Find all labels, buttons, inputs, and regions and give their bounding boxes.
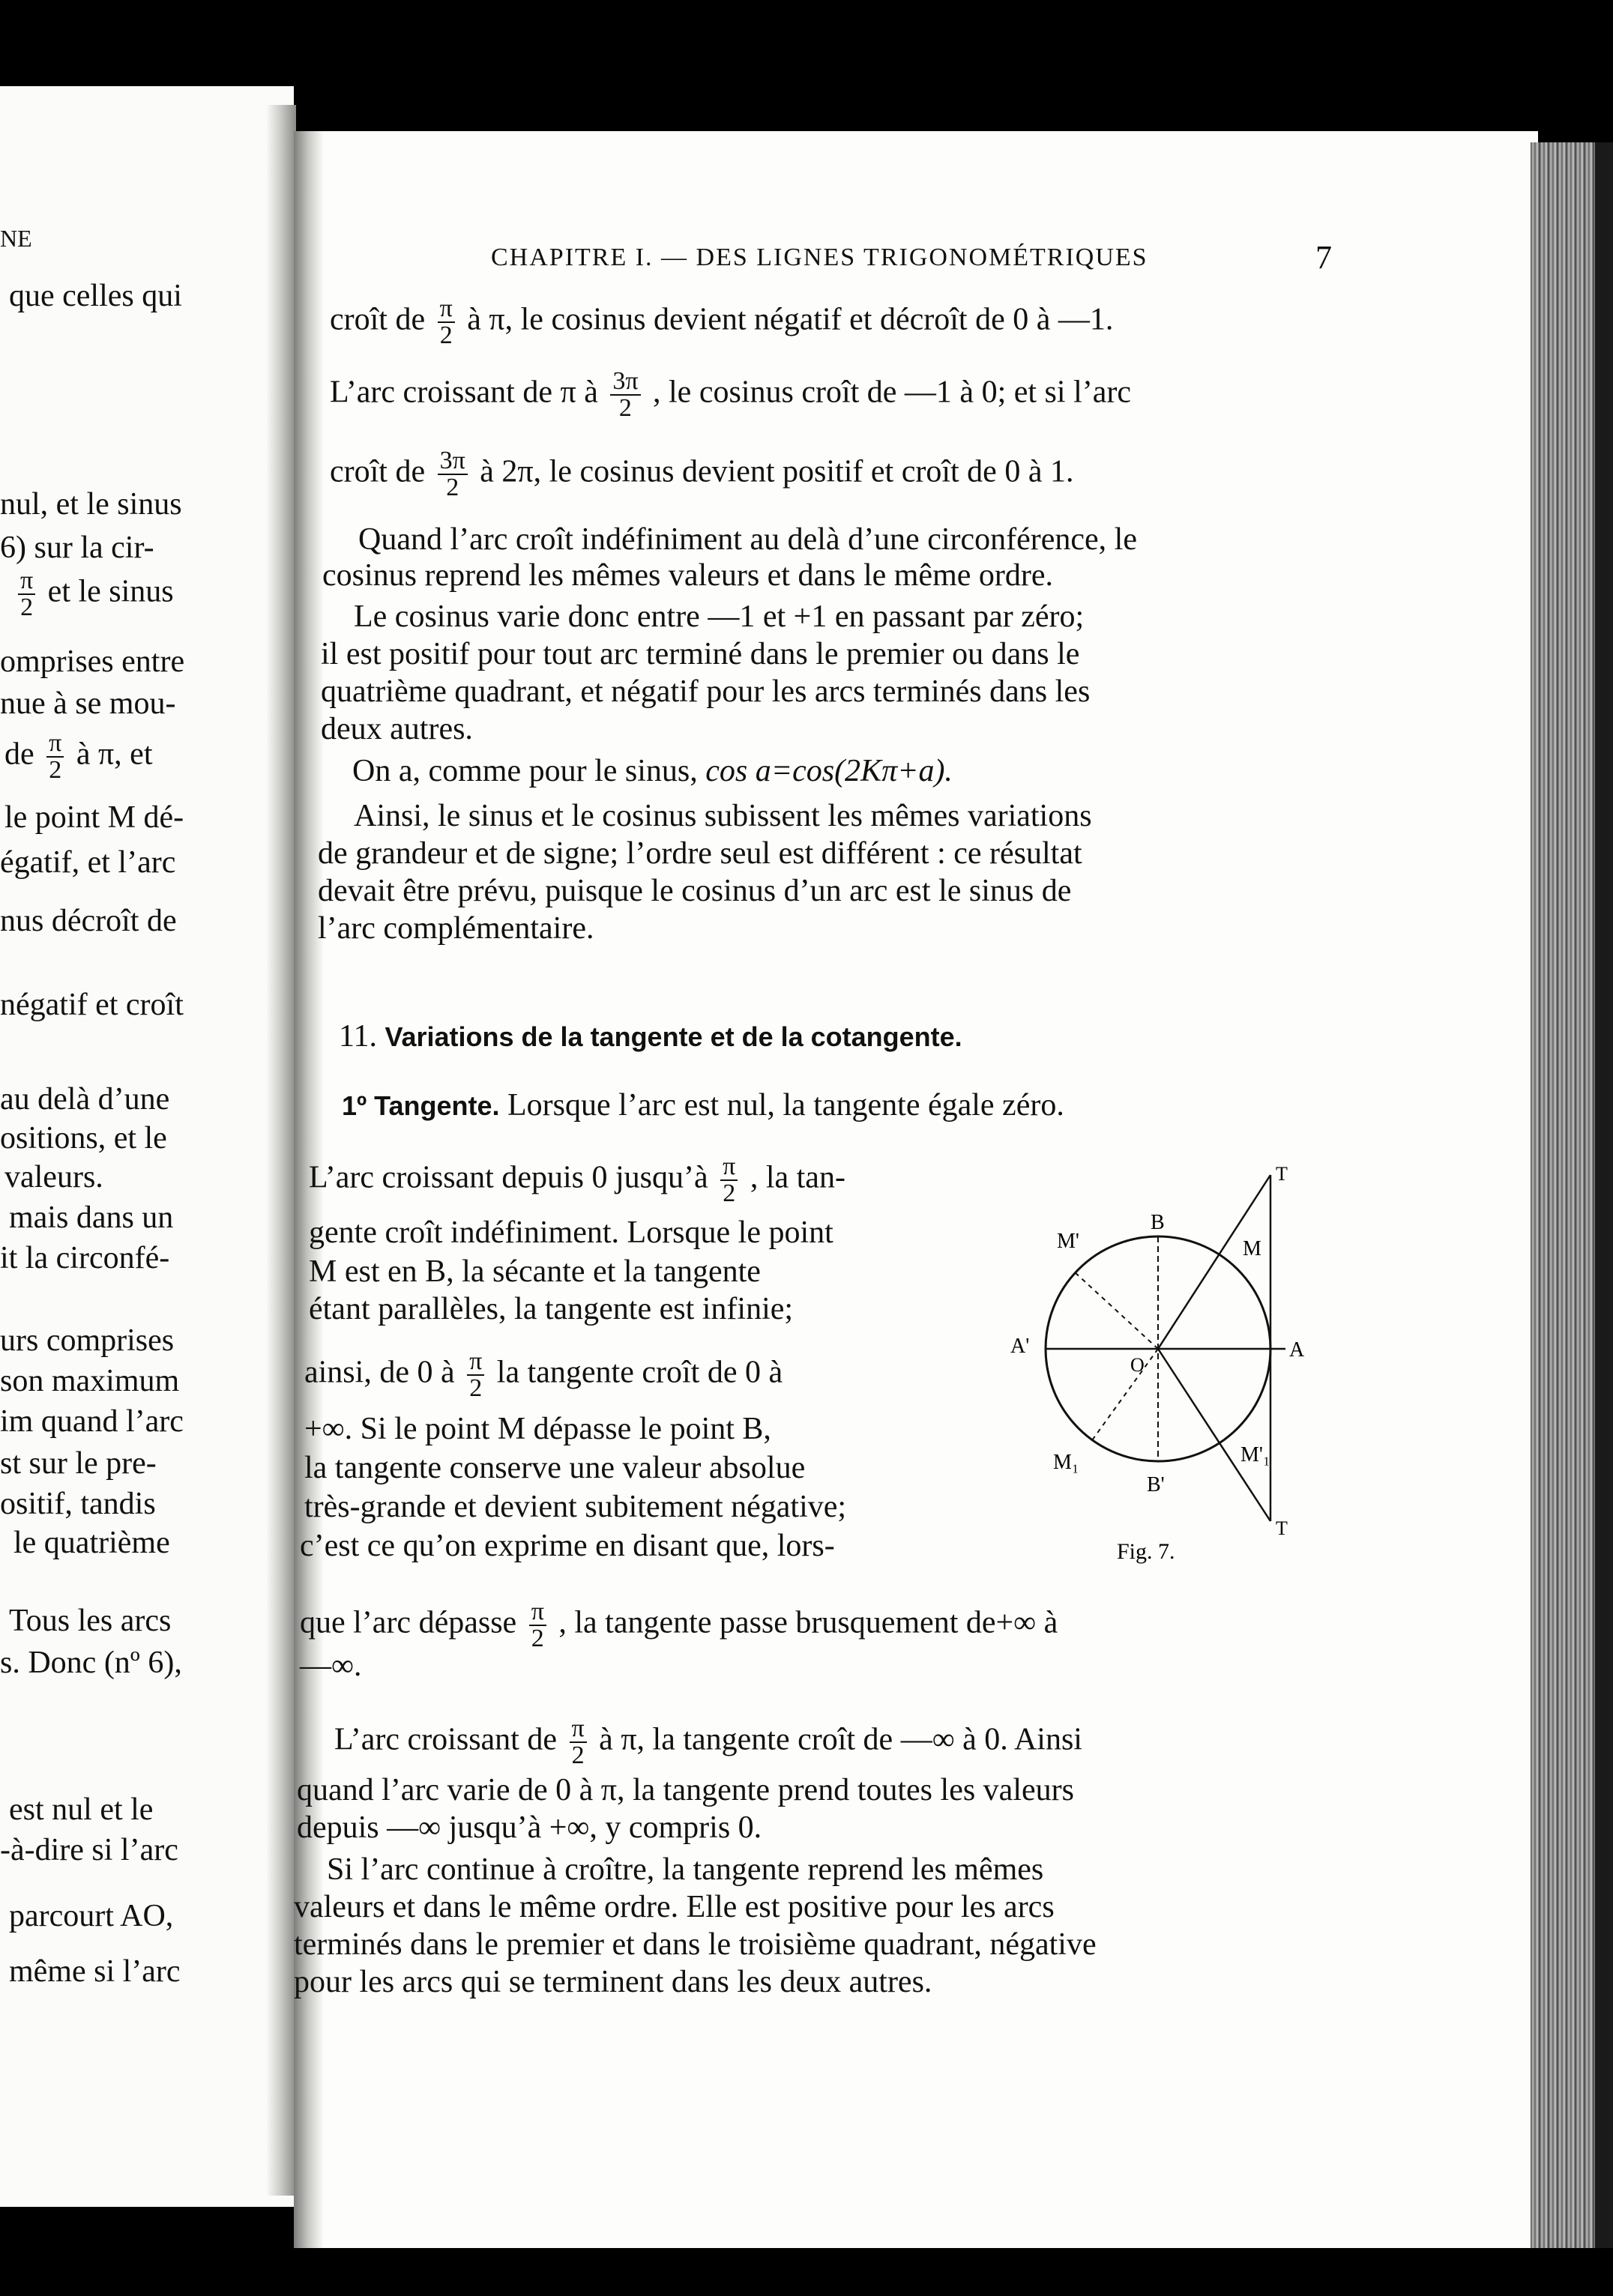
body-line: que l’arc dépasse $\frac{\pi}{2}$ , la tangente passe brusquement de+∞ à [300,1598,1058,1652]
fraction: $\frac{\pi}{2}$ [570,1716,587,1768]
left-line: -à-dire si l’arc [0,1833,178,1867]
left-line: au delà d’une [0,1082,170,1117]
label-A-prime: A' [1010,1335,1030,1358]
label-O: O [1130,1354,1145,1376]
page-number: 7 [1315,239,1332,276]
left-line-with-fraction: $\frac{\pi}{2}$ et le sinus [13,568,174,620]
body-line: ainsi, de 0 à $\frac{\pi}{2}$ la tangente croît de 0 à [304,1347,783,1402]
secant-to-T-bottom [1158,1349,1270,1521]
fraction: $\frac{\pi}{2}$ [467,1349,484,1401]
secant-to-T [1158,1175,1270,1349]
body-line: terminés dans le premier et dans le troisième quadrant, négative [294,1927,1097,1962]
body-line: —∞. [300,1649,362,1683]
left-line: ositions, et le [0,1121,167,1155]
figure-7-diagram [1004,1161,1319,1581]
body-line: L’arc croissant de $\frac{\pi}{2}$ à π, la tangente croît de —∞ à 0. Ainsi [334,1715,1082,1769]
page-edges [1531,142,1602,2248]
label-M1-prime: M'₁ [1240,1443,1270,1466]
left-line: Tous les arcs [9,1604,172,1638]
left-line: 6) sur la cir- [0,531,154,565]
body-line: de grandeur et de signe; l’ordre seul est différent : ce résultat [318,836,1082,871]
body-line: On a, comme pour le sinus, cos a=cos(2Kπ+a). [352,754,953,788]
label-B-prime: B' [1147,1473,1165,1496]
left-line: nue à se mou- [0,686,176,721]
label-T-top: T [1276,1163,1288,1185]
fraction: $\frac{\pi}{2}$ [720,1154,738,1206]
label-B: B [1151,1211,1165,1234]
left-line: est nul et le [9,1792,154,1827]
body-line: c’est ce qu’on exprime en disant que, lors- [300,1529,835,1563]
fraction: $\frac{\pi}{2}$ [18,568,35,620]
left-line: im quand l’arc [0,1404,184,1439]
body-line: L’arc croissant depuis 0 jusqu’à $\frac{\pi}{2}$ , la tan- [309,1152,845,1207]
body-line: étant parallèles, la tangente est infinie; [309,1292,794,1326]
body-line: pour les arcs qui se terminent dans les deux autres. [294,1965,932,1999]
left-line: parcourt AO, [9,1899,174,1933]
left-line: mais dans un [9,1200,174,1235]
fraction: $\frac{\pi}{2}$ [46,731,64,783]
fraction: $\frac{\pi}{2}$ [529,1599,546,1652]
body-line: deux autres. [321,712,473,746]
body-line: Ainsi, le sinus et le cosinus subissent les mêmes variations [354,799,1092,833]
body-line: croît de $\frac{\pi}{2}$ à π, le cosinus devient négatif et décroît de 0 à —1. [330,294,1114,349]
radius-M1 [1092,1349,1158,1440]
left-line-with-fraction: de $\frac{\pi}{2}$ à π, et [4,729,153,784]
label-A: A [1289,1338,1305,1362]
left-line: que celles qui [9,279,182,313]
left-line: st sur le pre- [0,1446,157,1481]
left-line: nus décroît de [0,904,177,938]
label-M: M [1243,1237,1261,1260]
left-line: égatif, et l’arc [0,845,176,880]
body-line: quatrième quadrant, et négatif pour les arcs terminés dans les [321,674,1091,709]
left-line: it la circonfé- [0,1241,170,1275]
body-line: Le cosinus varie donc entre —1 et +1 en passant par zéro; [354,599,1085,634]
label-T-bottom: T [1276,1517,1288,1539]
body-line: +∞. Si le point M dépasse le point B, [304,1412,771,1446]
left-line: son maximum [0,1364,180,1398]
body-line: quand l’arc varie de 0 à π, la tangente prend toutes les valeurs [297,1773,1074,1807]
left-line: ositif, tandis [0,1487,156,1521]
formula: cos a=cos(2Kπ+a). [705,754,953,788]
body-line: cosinus reprend les mêmes valeurs et dans le même ordre. [322,558,1054,593]
body-line: Quand l’arc croît indéfiniment au delà d’une circonférence, le [358,522,1137,557]
body-line: devait être prévu, puisque le cosinus d’un arc est le sinus de [318,874,1072,908]
left-line: même si l’arc [9,1954,181,1989]
left-line: valeurs. [4,1160,103,1194]
fraction: $\frac{\pi}{2}$ [438,296,455,348]
body-line: M est en B, la sécante et la tangente [309,1254,761,1289]
body-line: gente croît indéfiniment. Lorsque le point [309,1215,833,1250]
body-line: il est positif pour tout arc terminé dans le premier ou dans le [321,637,1080,671]
label-M1: M₁ [1053,1451,1079,1474]
body-line: Si l’arc continue à croître, la tangente reprend les mêmes [327,1852,1044,1887]
body-line: l’arc complémentaire. [318,911,594,946]
left-line: le point M dé- [4,800,184,835]
body-line: la tangente conserve une valeur absolue [304,1451,806,1485]
left-line: s. Donc (nº 6), [0,1646,182,1680]
body-line: valeurs et dans le même ordre. Elle est positive pour les arcs [294,1890,1055,1924]
left-gutter-shadow [266,105,296,2196]
left-line: le quatrième [13,1526,170,1560]
left-line: omprises entre [0,644,185,679]
left-line: nul, et le sinus [0,487,182,522]
section-heading: 11. Variations de la tangente et de la cotangente. [339,1019,962,1054]
radius-M-prime [1074,1272,1158,1349]
fraction: $\frac{3\pi}{2}$ [610,369,640,421]
left-line: urs comprises [0,1323,175,1358]
body-line: très-grande et devient subitement négative; [304,1490,847,1524]
book-edge [1595,142,1613,2248]
body-line: L’arc croissant de π à $\frac{3\pi}{2}$ , le cosinus croît de —1 à 0; et si l’arc [330,367,1131,422]
figure-caption: Fig. 7. [1117,1539,1175,1564]
body-line: 1º Tangente. Lorsque l’arc est nul, la tangente égale zéro. [342,1088,1064,1123]
fraction: $\frac{3\pi}{2}$ [438,448,468,501]
running-header: CHAPITRE I. — DES LIGNES TRIGONOMÉTRIQUES [491,244,1148,271]
body-line: depuis —∞ jusqu’à +∞, y compris 0. [297,1810,762,1845]
label-M-prime: M' [1057,1230,1079,1253]
body-line: croît de $\frac{3\pi}{2}$ à 2π, le cosinus devient positif et croît de 0 à 1. [330,447,1074,501]
left-header-fragment: NE [0,225,32,252]
left-line: négatif et croît [0,988,184,1022]
